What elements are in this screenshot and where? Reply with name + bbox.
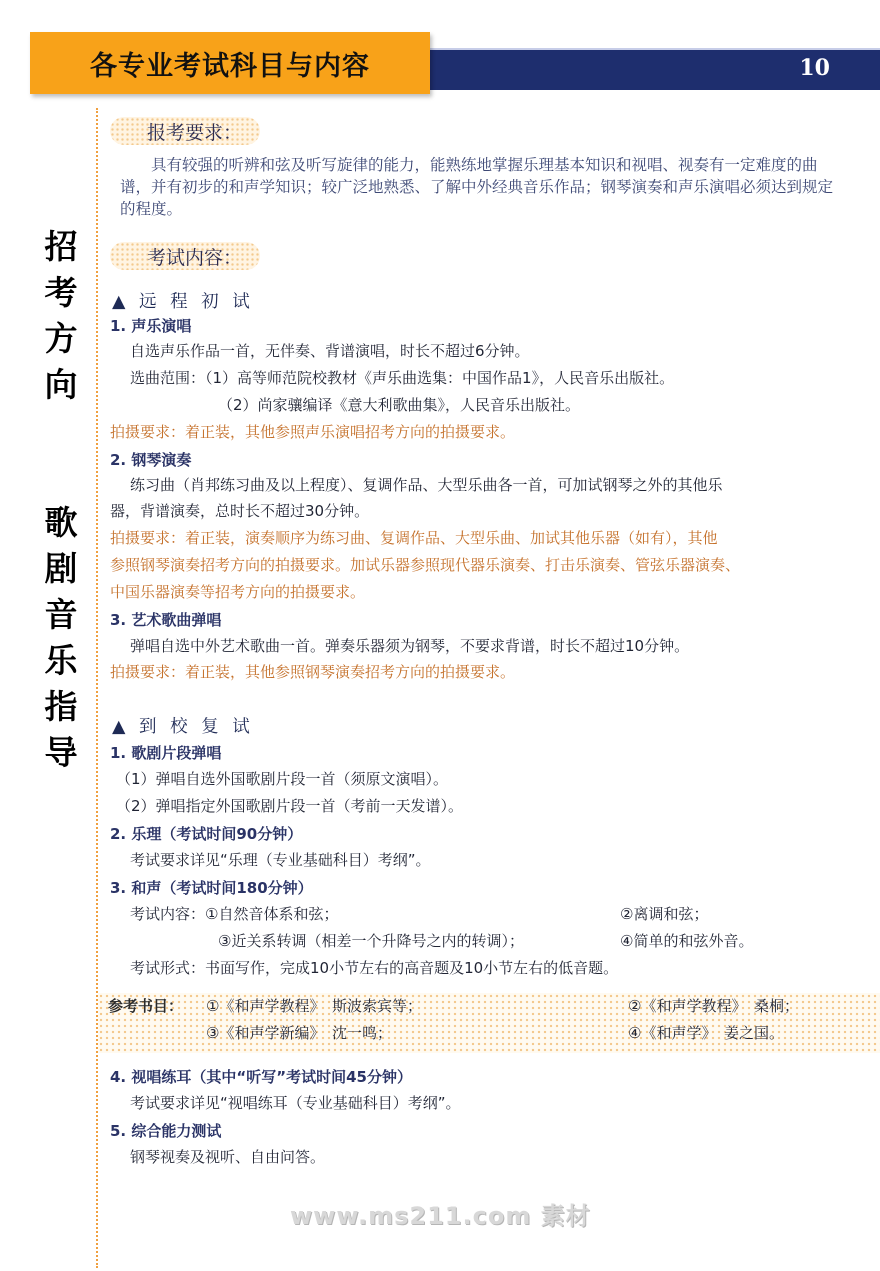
remote-s2-line1: 练习曲（肖邦练习曲及以上程度）、复调作品、大型乐曲各一首，可加试钢琴之外的其他乐	[130, 476, 723, 494]
remote-s3-title: 3. 艺术歌曲弹唱	[110, 611, 222, 629]
remote-s1-line3: （2）尚家骧编译《意大利歌曲集》，人民音乐出版社。	[218, 396, 581, 414]
remote-s1-line2: 选曲范围：（1）高等师范院校教材《声乐曲选集：中国作品1》，人民音乐出版社。	[130, 369, 675, 387]
page-title: 各专业考试科目与内容	[90, 50, 370, 82]
reference-book-1: ①《和声学教程》 斯波索宾等；	[206, 997, 422, 1015]
side-char: 招	[44, 227, 78, 266]
side-char: 乐	[44, 641, 78, 680]
remote-s1-note: 拍摄要求：着正装，其他参照声乐演唱招考方向的拍摄要求。	[110, 423, 516, 441]
header-band	[430, 48, 880, 90]
exam-heading: 考试内容：	[147, 247, 243, 269]
onsite-o4-line1: 考试要求详见“视唱练耳（专业基础科目）考纲”。	[130, 1094, 461, 1112]
remote-s1-title: 1. 声乐演唱	[110, 317, 192, 335]
remote-s2-note2: 参照钢琴演奏招考方向的拍摄要求。加试乐器参照现代器乐演奏、打击乐演奏、管弦乐器演奏、	[110, 556, 741, 574]
onsite-o3-content2: ②离调和弦；	[620, 905, 709, 923]
watermark: www.ms211.com 素材	[290, 1202, 591, 1230]
remote-s3-note: 拍摄要求：着正装，其他参照钢琴演奏招考方向的拍摄要求。	[110, 663, 516, 681]
reference-label: 参考书目：	[108, 997, 184, 1015]
side-char: 导	[44, 733, 78, 772]
side-char: 指	[44, 687, 78, 726]
onsite-section-title: ▲ 到 校 复 试	[112, 717, 254, 737]
onsite-o2-title: 2. 乐理（考试时间90分钟）	[110, 825, 303, 843]
onsite-o5-line1: 钢琴视奏及视听、自由问答。	[130, 1148, 326, 1166]
remote-s3-line1: 弹唱自选中外艺术歌曲一首。弹奏乐器须为钢琴，不要求背谱，时长不超过10分钟。	[130, 637, 690, 655]
reference-book-2: ②《和声学教程》 桑桐；	[628, 997, 799, 1015]
side-char: 音	[44, 595, 78, 634]
remote-s2-line2: 器，背谱演奏，总时长不超过30分钟。	[110, 502, 370, 520]
side-char: 方	[44, 319, 78, 358]
onsite-o1-line2: （2）弹唱指定外国歌剧片段一首（考前一天发谱）。	[116, 797, 464, 815]
remote-s2-title: 2. 钢琴演奏	[110, 451, 192, 469]
header-title-bar	[30, 32, 430, 94]
onsite-o3-content4: ④简单的和弦外音。	[620, 932, 754, 950]
onsite-o4-title: 4. 视唱练耳（其中“听写”考试时间45分钟）	[110, 1068, 412, 1086]
onsite-o3-content1: 考试内容：①自然音体系和弦；	[130, 905, 339, 923]
requirements-heading-pill	[110, 117, 260, 145]
remote-s2-note1: 拍摄要求：着正装，演奏顺序为练习曲、复调作品、大型乐曲、加试其他乐器（如有），其他	[110, 529, 718, 547]
margin-divider	[96, 108, 98, 1268]
side-char: 歌	[44, 503, 78, 542]
side-char: 向	[44, 365, 78, 404]
remote-s1-line1: 自选声乐作品一首，无伴奏、背谱演唱，时长不超过6分钟。	[130, 342, 530, 360]
side-label-major	[36, 500, 86, 776]
onsite-o1-title: 1. 歌剧片段弹唱	[110, 744, 222, 762]
remote-s2-note3: 中国乐器演奏等招考方向的拍摄要求。	[110, 583, 366, 601]
side-char: 考	[44, 273, 78, 312]
reference-book-3: ③《和声学新编》 沈一鸣；	[206, 1024, 392, 1042]
requirements-text: 具有较强的听辨和弦及听写旋律的能力，能熟练地掌握乐理基本知识和视唱、视奏有一定难度的曲谱，并有初步的和声学知识；较广泛地熟悉、了解中外经典音乐作品；钢琴演奏和声乐演唱必须达到规定的程度。	[120, 156, 834, 218]
exam-heading-pill	[110, 242, 260, 270]
side-char: 剧	[44, 549, 78, 588]
onsite-o1-line1: （1）弹唱自选外国歌剧片段一首（须原文演唱）。	[116, 770, 449, 788]
side-label-direction	[36, 224, 86, 408]
onsite-o3-content3: ③近关系转调（相差一个升降号之内的转调）；	[218, 932, 524, 950]
remote-section-title: ▲ 远 程 初 试	[112, 292, 254, 312]
page-number: 10	[799, 55, 830, 81]
onsite-o2-line1: 考试要求详见“乐理（专业基础科目）考纲”。	[130, 851, 431, 869]
onsite-o3-title: 3. 和声（考试时间180分钟）	[110, 879, 313, 897]
onsite-o5-title: 5. 综合能力测试	[110, 1122, 222, 1140]
requirements-heading: 报考要求：	[147, 122, 243, 144]
reference-book-4: ④《和声学》 姜之国。	[628, 1024, 784, 1042]
onsite-o3-form: 考试形式：书面写作，完成10小节左右的高音题及10小节左右的低音题。	[130, 959, 619, 977]
